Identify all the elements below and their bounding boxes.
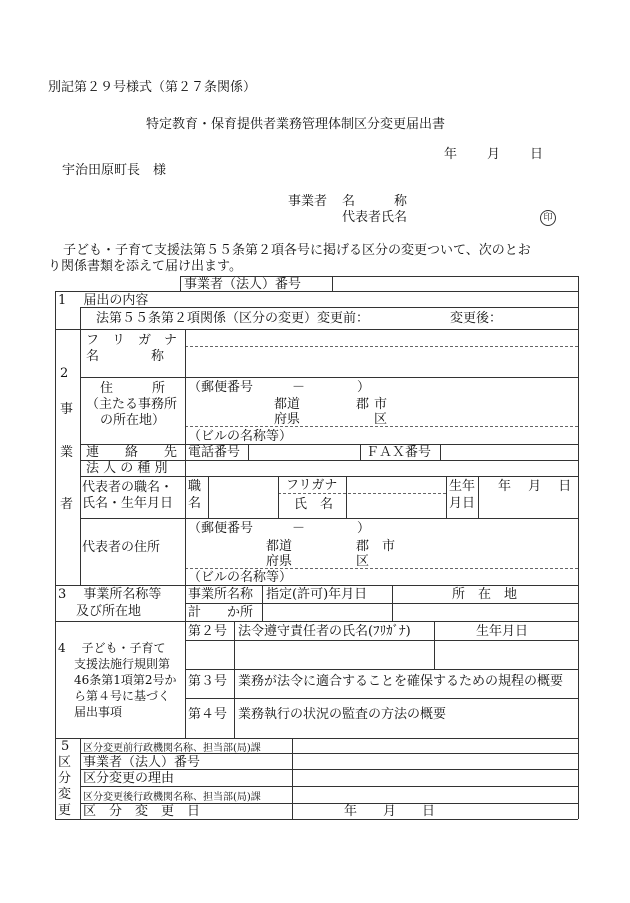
- section5-char: 分: [58, 771, 72, 786]
- operator-label: 事業者: [288, 194, 328, 209]
- s5-after-agency-label: 区分変更後行政機関名称、担当部(局)課: [83, 792, 261, 803]
- section2-number: 2: [60, 366, 69, 381]
- rep-county-label: 郡: [356, 539, 370, 554]
- birth-label: 月日: [449, 496, 476, 511]
- section1-content: 法第５５条第２項関係（区分の変更）変更前：: [96, 311, 370, 326]
- section5-char: 変: [58, 787, 72, 802]
- location-label: 所 在 地: [452, 587, 518, 602]
- rep-postal-label: （郵便番号 － ）: [188, 521, 371, 536]
- birth-ymd-label: 年 月 日: [498, 479, 572, 494]
- item3-label: 第３号: [188, 674, 228, 689]
- section5-char: 5: [61, 739, 70, 754]
- section1-label: 1 届出の内容: [58, 293, 149, 308]
- section4-label: 届出事項: [74, 705, 123, 719]
- building-label: （ビルの名称等）: [188, 429, 293, 444]
- operator-name-label: 名 称: [342, 194, 408, 209]
- section5-char: 区: [58, 755, 72, 770]
- section4-label: ら第４号に基づく: [74, 689, 171, 703]
- job-title-label: 名: [188, 496, 202, 511]
- rep-furigana-label: フリガナ: [286, 478, 338, 493]
- section2-char: 業: [60, 445, 74, 460]
- designation-date-label: 指定(許可)年月日: [266, 587, 368, 602]
- corp-type-label: 法 人 の 種 別: [86, 461, 168, 476]
- city-label: 市: [374, 397, 388, 412]
- date-month: 月: [487, 147, 501, 162]
- section1-after: 変更後：: [450, 311, 503, 326]
- rep-prefecture-label: 府県: [266, 554, 293, 569]
- date-day: 日: [530, 147, 544, 162]
- ward-label: 区: [374, 412, 388, 427]
- furigana-label: フ リ ガ ナ: [86, 333, 178, 348]
- address-label: 住 所: [100, 381, 166, 396]
- form-title: 特定教育・保育提供者業務管理体制区分変更届出書: [146, 117, 446, 132]
- operator-number-label: 事業者（法人）番号: [184, 277, 302, 292]
- county-label: 郡: [356, 397, 370, 412]
- section2-char: 事: [60, 402, 74, 417]
- prefecture-label: 都道: [274, 397, 301, 412]
- form-number: 別記第２９号様式（第２７条関係）: [48, 80, 257, 95]
- rep-prefecture-label: 都道: [266, 539, 293, 554]
- section3-label: 3 事業所名称等: [58, 587, 162, 602]
- rep-address-label: 代表者の住所: [82, 540, 161, 555]
- s5-operator-number-label: 事業者（法人）番号: [83, 755, 201, 770]
- seal-mark: 印: [540, 210, 556, 226]
- postal-code-label: （郵便番号 － ）: [188, 380, 371, 395]
- item2-content: 法令遵守責任者の氏名(ﾌﾘｶﾞﾅ): [238, 624, 411, 639]
- section4-label: 46条第1項第2号か: [74, 673, 177, 687]
- addressee: 宇治田原町長 様: [62, 163, 167, 178]
- section3-label: 及び所在地: [76, 604, 142, 619]
- item2-birth-label: 生年月日: [476, 624, 529, 639]
- body-text-line2: り関係書類を添えて届け出ます。: [48, 259, 242, 274]
- item3-content: 業務が法令に適合することを確保するための規程の概要: [238, 674, 564, 689]
- office-name-label: 事業所名称: [188, 587, 254, 602]
- s5-change-date-label: 区 分 変 更 日: [83, 804, 201, 819]
- rep-name-label: 氏 名: [294, 497, 334, 512]
- item4-label: 第４号: [188, 707, 228, 722]
- address-label: の所在地）: [100, 413, 166, 428]
- rep-building-label: （ビルの名称等）: [188, 570, 293, 585]
- birth-label: 生年: [449, 479, 476, 494]
- s5-change-date-value: 年 月 日: [344, 804, 436, 819]
- office-total-label: 計 か所: [188, 605, 254, 620]
- section4-label: 4 子ども・子育て: [58, 641, 166, 655]
- representative-name-label: 代表者氏名: [342, 210, 408, 225]
- rep-title-label: 代表者の職名・: [82, 480, 174, 495]
- rep-city-label: 市: [382, 539, 396, 554]
- job-title-label: 職: [188, 479, 202, 494]
- contact-label: 連 絡 先: [86, 445, 178, 460]
- section2-char: 者: [60, 497, 74, 512]
- body-text-line1: 子ども・子育て支援法第５５条第２項各号に掲げる区分の変更ついて、次のとお: [63, 243, 531, 258]
- date-year: 年: [444, 147, 458, 162]
- fax-label: ＦＡＸ番号: [366, 445, 432, 460]
- address-label: （主たる事務所: [86, 397, 178, 412]
- section4-label: 支援法施行規則第: [74, 657, 171, 671]
- name-label: 名 称: [86, 349, 165, 364]
- item4-content: 業務執行の状況の監査の方法の概要: [238, 707, 447, 722]
- phone-label: 電話番号: [188, 445, 241, 460]
- rep-ward-label: 区: [356, 554, 370, 569]
- prefecture-label: 府県: [274, 412, 301, 427]
- item2-label: 第２号: [188, 624, 228, 639]
- s5-before-agency-label: 区分変更前行政機関名称、担当部(局)課: [83, 743, 261, 754]
- rep-title-label: 氏名・生年月日: [82, 496, 174, 511]
- section5-char: 更: [58, 803, 72, 818]
- s5-reason-label: 区分変更の理由: [83, 771, 175, 786]
